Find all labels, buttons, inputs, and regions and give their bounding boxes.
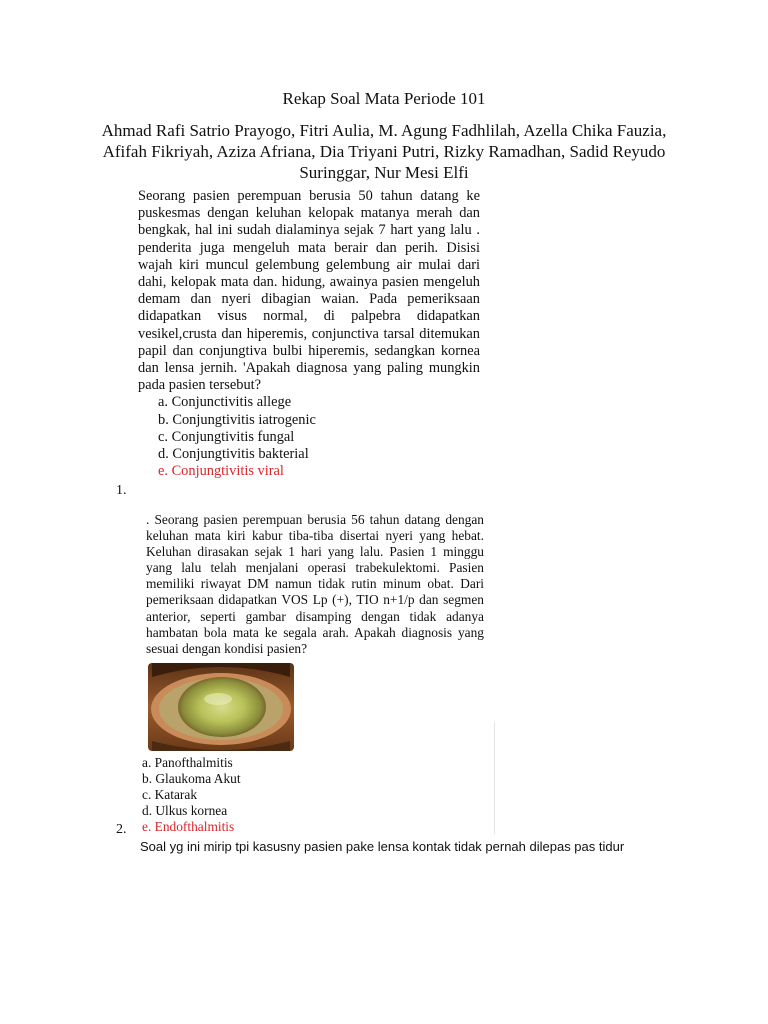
option: b. Glaukoma Akut: [142, 770, 241, 786]
option: c. Katarak: [142, 787, 198, 803]
eye-clinical-photo-icon: [148, 663, 294, 751]
option: d. Ulkus kornea: [142, 803, 228, 819]
question-number: 2.: [116, 822, 127, 837]
option-list: [138, 755, 496, 835]
option: a. Panofthalmitis: [142, 754, 233, 770]
option-list: [138, 394, 510, 480]
page-title: Rekap Soal Mata Periode 101: [282, 89, 486, 108]
option-answer: e. Conjungtivitis viral: [158, 463, 284, 480]
option: b. Conjungtivitis iatrogenic: [158, 411, 316, 428]
question-stem: . Seorang pasien perempuan berusia 56 tahun datang dengan keluhan mata kiri kabur tiba-tiba disertai nyeri yang hebat. Keluhan dirasakan sejak 1 hari yang lalu. Pasien 1 minggu yang lalu telah menjalani operasi trabekulektomi. Pasien memiliki riwayat DM namun tidak rutin minum obat. Dari pemeriksaan didapatkan VOS Lp (+), TIO n+1/p dan segmen anterior, seperti gambar disamping dengan tidak adanya hambatan bola mata ke segala arah. Apakah diagnosis yang sesuai dengan kondisi pasien?: [146, 512, 484, 656]
option: c. Conjungtivitis fungal: [158, 428, 295, 445]
author-list: Ahmad Rafi Satrio Prayogo, Fitri Aulia, M. Agung Fadhlilah, Azella Chika Fauzia, Afifah Fikriyah, Aziza Afriana, Dia Triyani Putri, Rizky Ramadhan, Sadid Reyudo Suringgar, Nur Mesi Elfi: [101, 121, 667, 182]
question-number: 1.: [116, 483, 127, 498]
option-answer: e. Endofthalmitis: [142, 819, 235, 835]
question-note: Soal yg ini mirip tpi kasusny pasien pake lensa kontak tidak pernah dilepas pas tidur: [140, 839, 625, 854]
question-stem: Seorang pasien perempuan berusia 50 tahun datang ke puskesmas dengan keluhan kelopak matanya merah dan bengkak, hal ini sudah dialaminya sejak 7 hart yang lalu . penderita juga mengeluh mata berair dan perih. Disisi wajah kiri muncul gelembung gelembung air mulai dari dahi, kelopak mata dan. hidung, awainya pasien mengeluh demam dan nyeri dibagian waian. Pada pemeriksaan didapatkan visus normal, di palpebra didapatkan vesikel,crusta dan hiperemis, conjunctiva tarsal ditemukan papil dan conjungtiva bulbi hiperemis, sedangkan kornea dan lensa jernih. 'Apakah diagnosa yang paling mungkin pada pasien tersebut?: [138, 188, 480, 394]
question-2-image: [138, 512, 496, 836]
divider: [494, 722, 495, 834]
option: d. Conjungtivitis bakterial: [158, 446, 309, 463]
question-1-image: [138, 188, 510, 500]
option: a. Conjunctivitis allege: [158, 394, 292, 411]
